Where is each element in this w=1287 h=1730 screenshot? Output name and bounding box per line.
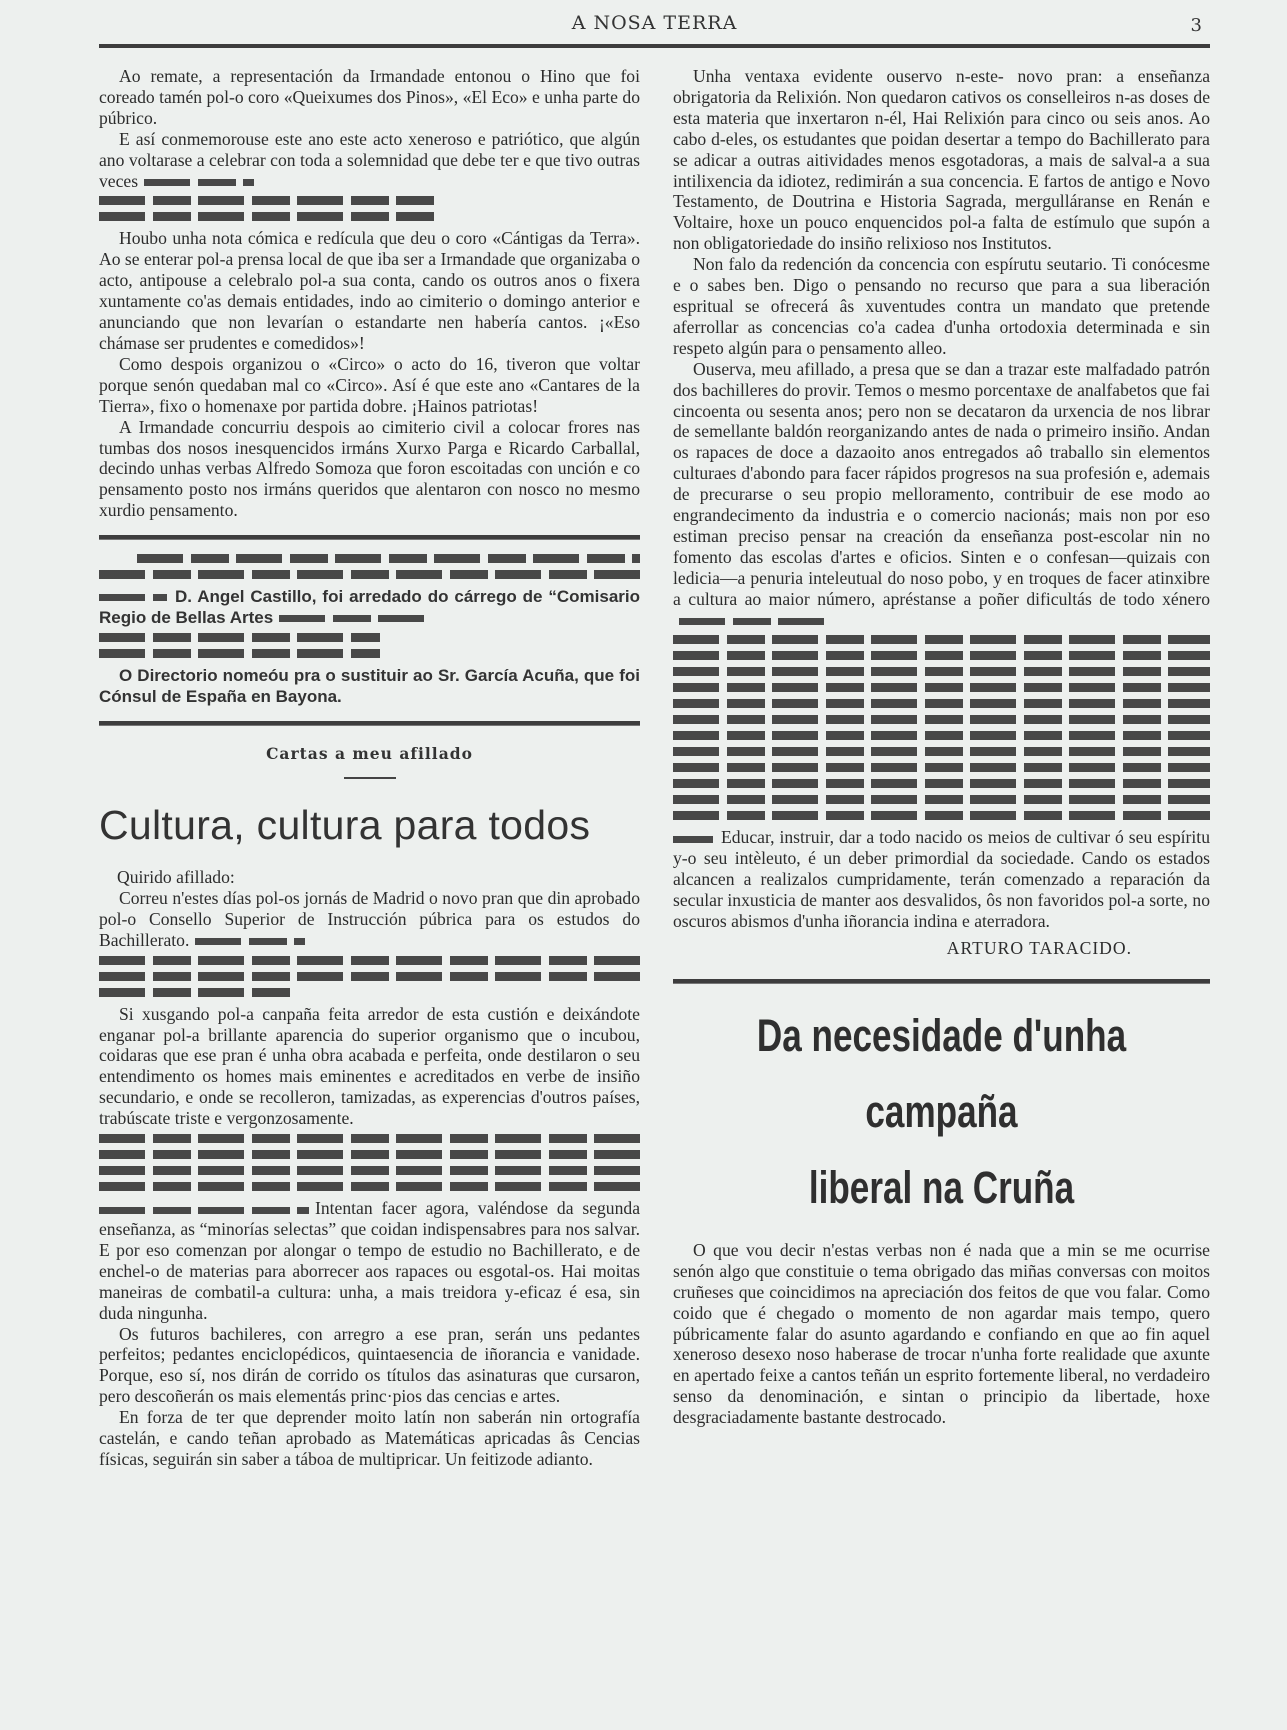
paragraph-text: Ouserva, meu afillado, a presa que se dan a trazar este malfadado patrón dos bachilleres do provir. Temos o mesmo porcentaxe de analfabetos que fai cincoenta ou sesenta anos; pero non se decataron da urxencia de nos librar de semellante baldón reorganizando antes de nada o primeiro insiño. Andan os rapaces de doce a dazaoito anos entregados aô traballo sin elementos culturaes d'abondo para facer rápidos progresos na sua profesión e, ademais de precurarse o seu propio melloramento, contribuir de ese modo ao engrandecimento da industria e o comercio nacionás; mais non por eso estiman preciso pensar na creación da enseñanza post-escolar nin no fomento das escolas d'artes e oficios. Sinten e o confesan—quizais con ledicia—a penuria inteleutual do noso pobo, y en troques de facer atinxibre a cultura ao maior número, apréstanse a poñer dificultás de todo xénero	[673, 358, 1210, 609]
censored-line	[673, 715, 1210, 724]
censored-line	[673, 747, 1210, 756]
censored-line	[99, 1182, 640, 1191]
censored-text	[279, 615, 429, 622]
section-divider	[673, 979, 1210, 984]
censored-line	[673, 763, 1210, 772]
page-number: 3	[1190, 15, 1202, 36]
publication-title: A NOSA TERRA	[571, 12, 738, 34]
censored-line	[99, 1166, 640, 1175]
paragraph: Unha ventaxa evidente ouservo n-este- novo pran: a enseñanza obrigatoria da Relixión. Non quedaron cativos os conselleiros n-as doses de esta materia que inxertaron n-él, Hai Relixión para cinco ou seis anos. Ao cabo d-eles, os estudantes que poidan desertar a tempo do Bachillerato para se adicar a outras aitividades menos esgotadoras, a mais de salval-a a sua intilixencia da idiotez, redimirán a sua concencia. E fartos de antigo e Novo Testamento, de Doutrina e Historia Sagrada, mergulláranse en Renán e Voltaire, hoxe un pouco enquencidos pol-a falta de estímulo que supón a non obligatoriedade do insiño relixioso nos Institutos.	[673, 66, 1210, 254]
censored-text	[144, 179, 254, 186]
paragraph: A Irmandade concurriu despois ao cimiterio civil a colocar frores nas tumbas dos nosos inesquencidos irmáns Xurxo Parga e Ricardo Carballal, decindo unhas verbas Alfredo Somoza que foron escoitadas con unción e co pensamento posto nos irmáns queridos que alentaron con nosco no mesmo xurdio pensamento.	[99, 416, 640, 521]
censored-line	[673, 699, 1210, 708]
censored-line	[99, 1134, 640, 1143]
paragraph	[99, 1198, 640, 1323]
censored-line	[99, 1150, 640, 1159]
censored-line	[99, 196, 434, 205]
notice-text: D. Angel Castillo, foi arredado do cárrego de “Comisario Regio de Bellas Artes	[99, 587, 640, 628]
paragraph-text: E así conmemorouse este ano este acto xeneroso e patriótico, que algún ano voltarase a celebrar con toda a solemnidad que debe ter e que tivo outras veces	[99, 128, 640, 191]
left-column	[99, 66, 640, 1470]
censored-line	[673, 651, 1210, 660]
paragraph: Houbo unha nota cómica e redícula que deu o coro «Cántigas da Terra». Ao se enterar pol-a prensa local de que iba ser a Irmandade que organizaba o acto, antipouse a celebralo pol-a sua conta, cando os outros anos o fixera xuntamente co'as demais entidades, indo ao cimiterio o domingo anterior e anunciando que non levarían o estandarte nen habería cantos. ¡«Eso chámase ser prudentes e comedidos»!	[99, 228, 640, 353]
censored-line	[99, 633, 380, 642]
censored-line	[673, 811, 1210, 820]
censored-line	[99, 649, 380, 658]
header-rule	[99, 44, 1210, 48]
article-kicker: Cartas a meu afillado	[266, 744, 473, 764]
paragraph-text: Intentan facer agora, valéndose da segunda enseñanza, as “minorías selectas” que coidan indispensabres para nos salvar. E por eso comenzan por alongar o tempo de estudio no Bachillerato, e de enchel-o de materias para aborrecer aos rapaces ou esgotal-os. Hai moitas maneiras de combatil-a cultura: unha, a mais treidora y-eficaz é esa, sin duda ningunha.	[99, 1198, 640, 1323]
censored-line	[137, 554, 640, 563]
censored-line	[673, 731, 1210, 740]
censored-line	[673, 795, 1210, 804]
paragraph	[673, 359, 1210, 631]
kicker-rule	[344, 777, 396, 779]
censored-text	[679, 618, 829, 625]
news-notice-castillo	[99, 586, 640, 628]
paragraph: Non falo da redención da concencia con espírutu seutario. Ti conócesme e o sabes ben. Digo o pensando no recurso que para a sua liberación espritual se ofrecerá âs xuventudes contra un mandato que pretende aferrollar as concencias co'a cadea d'unha ortodoxia determinada e sin respeto algún para o pensamento alleo.	[673, 254, 1210, 358]
censored-line	[673, 779, 1210, 788]
notice-text: O Directorio nomeóu pra o sustituir ao Sr. García Acuña, que foi Cónsul de España en Bayona.	[99, 666, 640, 707]
censored-line	[673, 683, 1210, 692]
article2-headline	[677, 998, 1205, 1226]
paragraph: Como despois organizou o «Circo» o acto do 16, tiveron que voltar porque senón quedaban mal co «Circo». Así é que este ano «Cantares de la Tierra», fixo o homenaxe por partida dobre. ¡Hainos patriotas!	[99, 353, 640, 416]
paragraph: Ao remate, a representación da Irmandade entonou o Hino que foi coreado tamén pol-o coro «Queixumes dos Pinos», «El Eco» e unha parte do púbrico.	[99, 66, 640, 128]
page-header	[99, 8, 1210, 44]
article-headline: Cultura, cultura para todos	[99, 802, 591, 849]
censored-line	[673, 667, 1210, 676]
paragraph: Si xusgando pol-a canpaña feita arredor de esta custión e deixándote enganar pol-a brillante aparencia do superior organismo que o incubou, coidaras que ese pran é unha obra acabada e perfeita, onde destilaron o seu entendimento os homes mais eminentes e acreditados en verbe de insiño secundario, e onde se recolleron, tamizadas, as experencias d'outros países, trabúscate triste e vergonzosamente.	[99, 1003, 640, 1129]
censored-text	[195, 938, 305, 945]
paragraph: En forza de ter que deprender moito latín non saberán nin ortografía castelán, e cando teñan aprobado as Matemáticas apricadas âs Cencias físicas, seguirán sin saber a táboa de multipricar. Un feitizode adianto.	[99, 1407, 640, 1469]
right-column	[673, 66, 1210, 1428]
news-notice-acuna	[99, 665, 640, 707]
censored-text	[673, 836, 713, 843]
author-signature: ARTURO TARACIDO.	[946, 938, 1132, 958]
paragraph	[99, 888, 640, 951]
headline-line-1: Da necesidade d'unha campaña	[756, 1009, 1127, 1137]
paragraph: O que vou decir n'estas verbas non é nada que a min se me ocurrise senón algo que constituie o tema obrigado das miñas conversas con moitos cruñeses que coincidimos na apreciación dos feitos de que vou falar. Como coido que é chegado o momento de non agardar mais tempo, quero púbricamente falar do asunto agardando e confiando en que ao fin aquel xeneroso desexo noso haberase de trocar n'unha forte realidade que axunte en apertado feixe a cantos teñán un esprito fortemente liberal, no verdadeiro senso da denominación, e sintan o principio da libertade, hoxe desgraciadamente bastante destrocado.	[673, 1239, 1210, 1428]
censored-text	[99, 1207, 309, 1214]
censored-line	[673, 635, 1210, 644]
censored-line	[99, 988, 294, 997]
censored-line	[99, 956, 640, 965]
paragraph-text: Correu n'estes días pol-os jornás de Madrid o novo pran que din aprobado pol-o Consello Superior de Instrucción púbrica para os estudos do Bachillerato.	[99, 887, 640, 950]
censored-text	[99, 594, 167, 601]
headline-line-2: liberal na Cruña	[808, 1161, 1075, 1213]
censored-line	[99, 212, 434, 221]
paragraph: Os futuros bachileres, con arregro a ese pran, serán uns pedantes perfeitos; pedantes enciclopédicos, quintaesencia de iñorancia e vanidade. Porque, eso sí, nos dirán de corrido os títulos das asinaturas que cursaron, pero descoñerán os mais elementás princ·pios das cencias e artes.	[99, 1323, 640, 1407]
paragraph-text: Educar, instruir, dar a todo nacido os meios de cultivar ó seu espíritu y-o seu intèleuto, é un deber primordial da sociedade. Cando os estados alcancen a realizalos cumpridamente, terán comenzado a reparación da secular inxusticia de manter aos desvalidos, ôs non favoridos pol-a sorte, no oscuros abismos d'unha iñorancia indina e aterradora.	[673, 827, 1210, 932]
salutation: Quirido afillado:	[117, 867, 235, 888]
censored-line	[99, 570, 640, 579]
section-divider	[99, 535, 640, 540]
section-divider	[99, 721, 640, 726]
censored-line	[99, 972, 640, 981]
paragraph	[673, 827, 1210, 932]
paragraph	[99, 129, 640, 192]
